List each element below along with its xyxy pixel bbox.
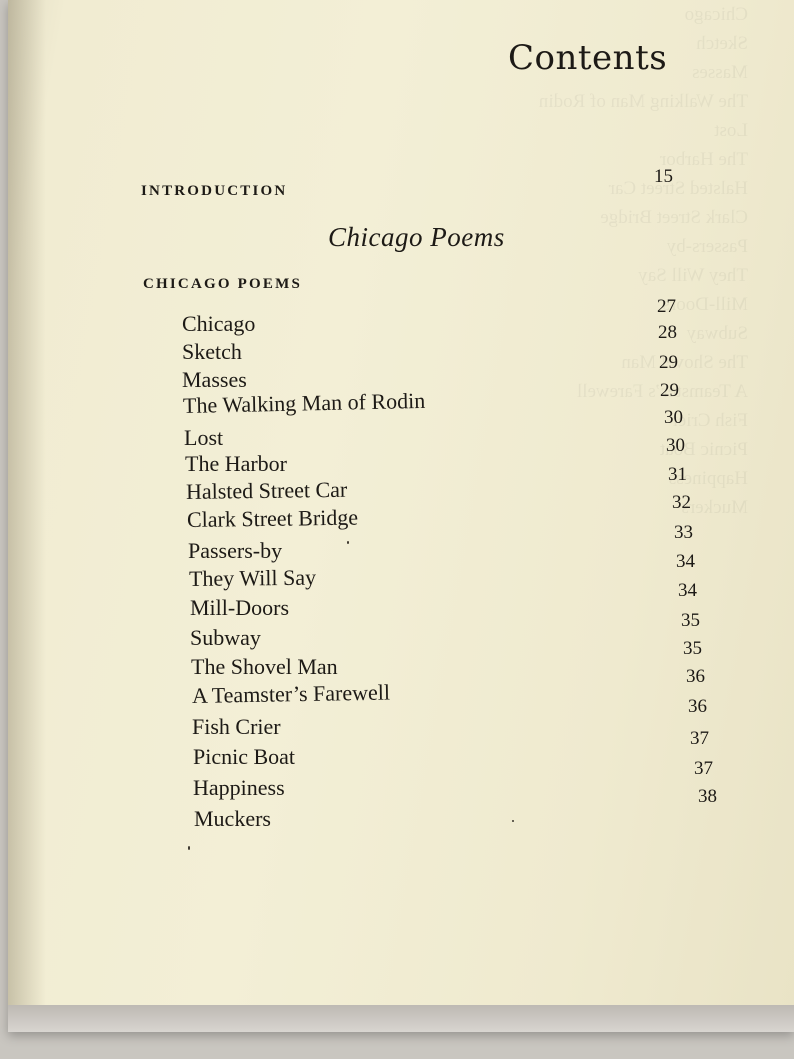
poem-title: Lost <box>184 425 224 450</box>
poem-page-number: 29 <box>659 352 678 373</box>
poem-page-number: 28 <box>658 322 677 343</box>
ghost-line <box>448 261 748 290</box>
spine-shadow <box>8 0 46 1032</box>
page-title: Contents <box>508 38 668 78</box>
poem-title: Halsted Street Car <box>185 476 348 504</box>
poem-page-number: 30 <box>666 435 685 456</box>
poem-title: Fish Crier <box>192 714 281 739</box>
poem-page-number: 36 <box>688 696 707 717</box>
section-heading: Chicago Poems <box>328 222 505 252</box>
poem-title: Mill-Doors <box>190 595 289 620</box>
introduction-page-number: 15 <box>654 166 673 187</box>
poem-page-number: 32 <box>672 492 691 513</box>
poem-page-number: 37 <box>690 728 709 749</box>
ghost-line <box>448 493 748 522</box>
poem-title: The Shovel Man <box>191 654 338 679</box>
ghost-line <box>448 348 748 377</box>
poem-title: Masses <box>182 367 247 392</box>
poem-page-number: 36 <box>686 666 705 687</box>
book-page <box>8 0 794 1032</box>
poem-title: Sketch <box>182 339 242 364</box>
ghost-line <box>448 319 748 348</box>
page-bottom-edge <box>8 1005 794 1032</box>
poem-page-number: 33 <box>674 522 693 543</box>
ghost-line <box>448 406 748 435</box>
ghost-line <box>448 145 748 174</box>
ghost-line <box>448 0 748 29</box>
introduction-label: INTRODUCTION <box>141 183 288 199</box>
ghost-line <box>448 435 748 464</box>
poem-page-number: 38 <box>698 786 717 807</box>
poem-page-number: 29 <box>660 380 679 401</box>
poem-title: Happiness <box>193 775 285 800</box>
subsection-label: CHICAGO POEMS <box>143 276 303 292</box>
poem-page-number: 34 <box>678 580 697 601</box>
ghost-line <box>448 377 748 406</box>
poem-title: They Will Say <box>188 564 317 591</box>
poem-title: Clark Street Bridge <box>186 504 359 532</box>
poem-page-number: 35 <box>681 610 700 631</box>
poem-title: Chicago <box>182 311 256 336</box>
ink-speck <box>512 820 514 822</box>
ghost-line <box>448 116 748 145</box>
poem-title: A Teamster’s Farewell <box>191 679 391 708</box>
ghost-line <box>448 87 748 116</box>
poem-title: Picnic Boat <box>193 744 296 769</box>
poem-page-number: 30 <box>664 407 683 428</box>
poem-title: Muckers <box>194 806 271 831</box>
ink-speck <box>347 541 349 544</box>
ink-speck <box>188 846 190 850</box>
poem-page-number: 31 <box>668 464 687 485</box>
poem-title: The Walking Man of Rodin <box>182 387 426 418</box>
poem-title: Passers-by <box>188 538 283 563</box>
poem-page-number: 35 <box>683 638 702 659</box>
poem-page-number: 27 <box>657 296 676 317</box>
poem-page-number: 34 <box>676 551 695 572</box>
ghost-line <box>448 464 748 493</box>
poem-title: Subway <box>190 625 261 650</box>
ghost-line <box>448 290 748 319</box>
ghost-line <box>448 174 748 203</box>
poem-title: The Harbor <box>185 451 288 476</box>
poem-page-number: 37 <box>694 758 713 779</box>
